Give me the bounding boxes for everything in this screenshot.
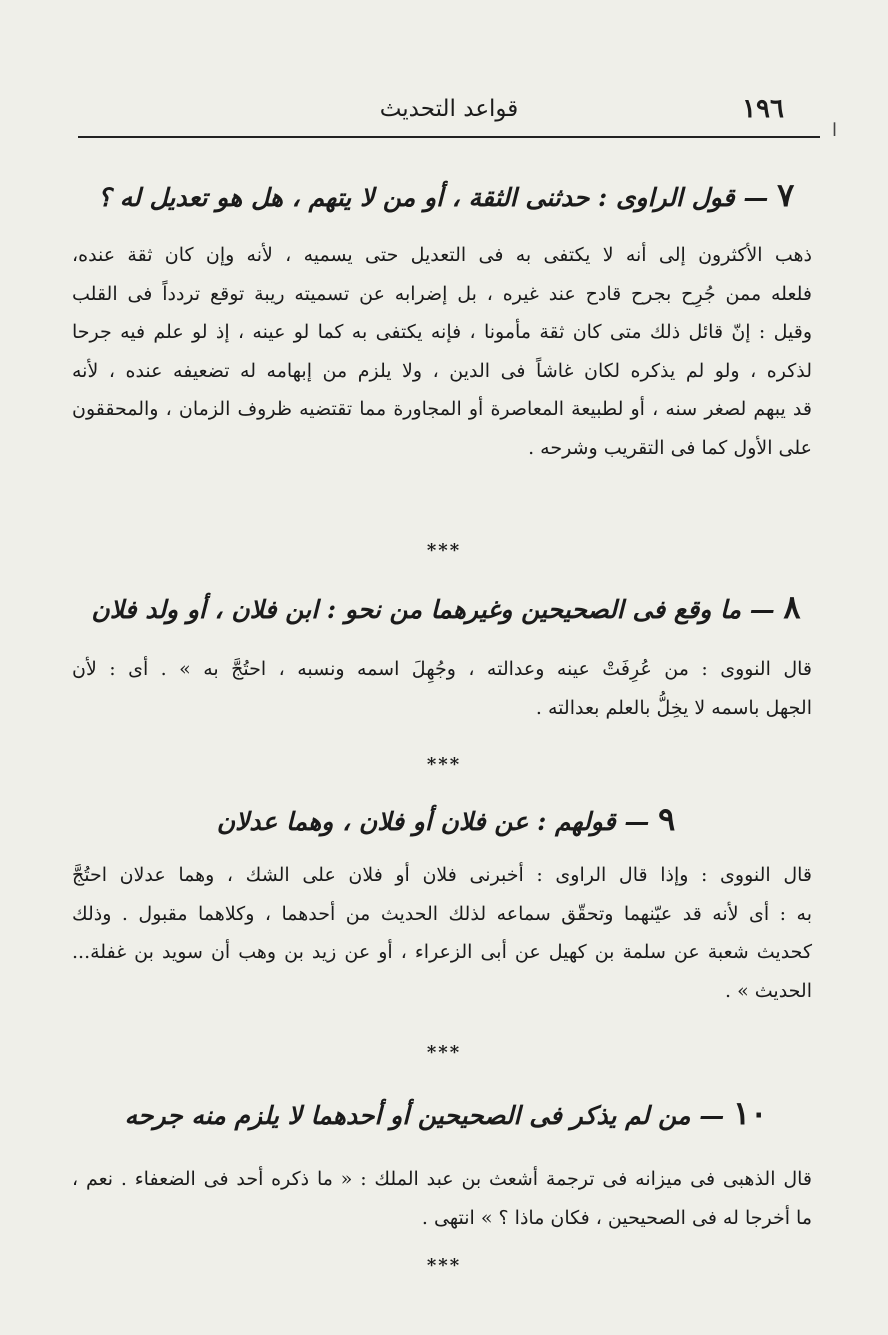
- section-title: قول الراوى : حدثنى الثقة ، أو من لا يتهم ، هل هو تعديل له ؟: [97, 183, 735, 212]
- section-body-7: [72, 236, 812, 467]
- text-line: ما أخرجا له فى الصحيحين ، فكان ماذا ؟ » انتهى .: [421, 1206, 812, 1229]
- section-separator: ***: [426, 1042, 462, 1063]
- section-number: ٨: [783, 588, 801, 626]
- text-line: ذهب الأكثرون إلى أنه لا يكتفى به فى التعديل حتى يسميه ، لأنه وإن كان ثقة عنده،: [72, 244, 812, 266]
- page-number: ١٩٦: [742, 94, 784, 124]
- section-heading-9: ٩ — قولهم : عن فلان أو فلان ، وهما عدلان: [216, 800, 676, 838]
- text-line: لذكره ، ولو لم يذكره لكان غاشاً فى الدين ، ولا يلزم من إبهامه له تضعيفه عنده ، لأنه: [72, 359, 812, 382]
- section-heading-10: ١٠ — من لم يذكر فى الصحيحين أو أحدهما لا يلزم منه جرحه: [124, 1094, 768, 1132]
- text-line: وقيل : إنّ قائل ذلك متى كان ثقة مأمونا ، فإنه يكتفى به كما لو عينه ، إذ لو علم فيه جرحا: [72, 321, 812, 343]
- section-heading-7: ٧ — قول الراوى : حدثنى الثقة ، أو من لا يتهم ، هل هو تعديل له ؟: [97, 176, 795, 214]
- running-title: قواعد التحديث: [379, 96, 519, 122]
- section-heading-8: ٨ — ما وقع فى الصحيحين وغيرهما من نحو : ابن فلان ، أو ولد فلان: [91, 588, 801, 626]
- text-line: كحديث شعبة عن سلمة بن كهيل عن أبى الزعراء ، أو عن زيد بن وهب أن سويد بن غفلة...: [72, 941, 812, 963]
- page-header: [78, 88, 820, 138]
- section-title: قولهم : عن فلان أو فلان ، وهما عدلان: [216, 807, 616, 836]
- text-line: على الأول كما فى التقريب وشرحه .: [528, 436, 812, 459]
- text-line: الجهل باسمه لا يخِلُّ بالعلم بعدالته .: [535, 696, 812, 719]
- section-separator: ***: [426, 754, 462, 775]
- text-line: قال النووى : من عُرِفَتْ عينه وعدالته ، وجُهِلَ اسمه ونسبه ، احتُجَّ به » . أى : لأن: [72, 658, 812, 680]
- text-line: قال الذهبى فى ميزانه فى ترجمة أشعث بن عبد الملك : « ما ذكره أحد فى الضعفاء . نعم ،: [72, 1168, 812, 1190]
- section-number: ٩: [658, 800, 676, 838]
- text-line: فلعله ممن جُرِح بجرح قادح عند غيره ، بل إضرابه عن تسميته ريبة توقع تردداً فى القلب: [72, 282, 812, 305]
- section-separator: ***: [426, 540, 462, 561]
- section-body-8: [72, 650, 812, 727]
- text-line: قد يبهم لصغر سنه ، أو لطبيعة المعاصرة أو المجاورة مما تقتضيه ظروف الزمان ، والمحققون: [72, 398, 812, 420]
- section-body-9: [72, 856, 812, 1010]
- text-line: به : أى لأنه قد عيّنهما وتحقّق سماعه لذلك الحديث من أحدهما ، وكلاهما مقبول . وذلك: [72, 902, 812, 925]
- section-number: ٧: [777, 176, 795, 214]
- section-body-10: [72, 1160, 812, 1237]
- text-line: قال النووى : وإذا قال الراوى : أخبرنى فلان أو فلان على الشك ، وهما عدلان احتُجَّ: [72, 864, 812, 886]
- section-number: ١٠: [732, 1094, 768, 1132]
- margin-mark: ا: [832, 120, 838, 141]
- section-separator: ***: [426, 1255, 462, 1276]
- section-title: من لم يذكر فى الصحيحين أو أحدهما لا يلزم منه جرحه: [124, 1101, 691, 1130]
- section-title: ما وقع فى الصحيحين وغيرهما من نحو : ابن فلان ، أو ولد فلان: [91, 595, 741, 624]
- text-line: الحديث » .: [725, 979, 812, 1002]
